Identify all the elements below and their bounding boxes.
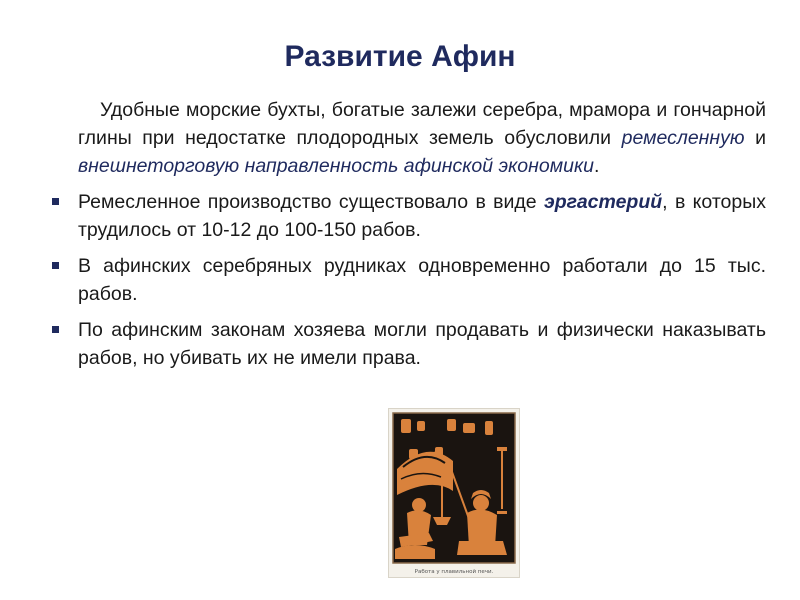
vase-painting-image (388, 408, 520, 578)
bullet-item-laws (78, 316, 766, 372)
bullet-text-1: Ремесленное производство существовало в виде (78, 191, 544, 213)
intro-paragraph (78, 96, 766, 180)
intro-text-2: и (744, 127, 766, 149)
bullet-marker (52, 326, 59, 333)
intro-highlight-2: внешнеторговую направленность афинской экономики (78, 155, 594, 177)
vase-painting-illustration (389, 409, 519, 569)
intro-text-3: . (594, 155, 600, 177)
bullet-text: В афинских серебряных рудниках одновременно работали до 15 тыс. рабов. (78, 255, 766, 305)
bullet-highlight: эргастерий (544, 191, 663, 213)
intro-highlight-1: ремесленную (621, 127, 745, 149)
bullet-text: По афинским законам хозяева могли продавать и физически наказывать рабов, но убивать их не имели права. (78, 319, 766, 369)
bullet-item-workshops (78, 188, 766, 244)
bullet-marker (52, 198, 59, 205)
slide-body (78, 96, 766, 372)
bullet-text-2: , в которых трудилось от 10-12 до 100-150 рабов. (78, 191, 766, 241)
bullet-item-mines (78, 252, 766, 308)
image-caption: Работа у плавильной печи. (414, 569, 494, 575)
intro-text-1: Удобные морские бухты, богатые залежи серебра, мрамора и гончарной глины при недостатке плодородных земель обусловили (78, 99, 766, 149)
slide-title: Развитие Афин (284, 40, 516, 73)
bullet-marker (52, 262, 59, 269)
